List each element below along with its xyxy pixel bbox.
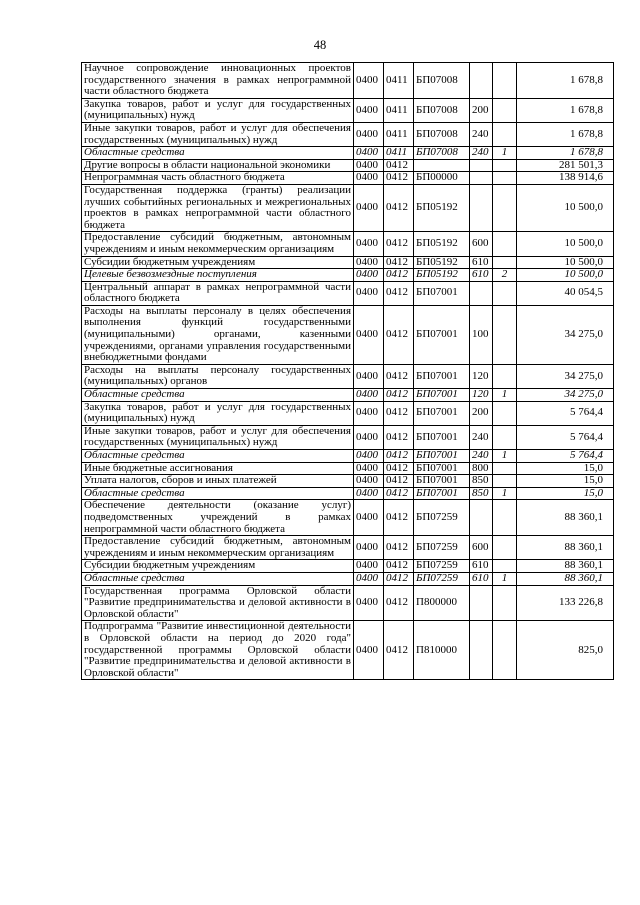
row-name: Предоставление субсидий бюджетным, автономным учреждениям и иным некоммерческим организациям (82, 536, 354, 560)
row-source-code: 1 (493, 450, 517, 463)
row-name: Предоставление субсидий бюджетным, автономным учреждениям и иным некоммерческим организациям (82, 232, 354, 256)
row-target-article-code: БП07008 (414, 147, 470, 160)
row-name: Расходы на выплаты персоналу государственных (муниципальных) органов (82, 364, 354, 388)
table-row (82, 364, 614, 388)
table-row (82, 621, 614, 680)
table-row (82, 389, 614, 402)
row-amount: 10 500,0 (517, 256, 614, 269)
row-subsection-code: 0412 (384, 281, 414, 305)
row-subsection-code: 0412 (384, 232, 414, 256)
row-name: Областные средства (82, 572, 354, 585)
row-section-code: 0400 (354, 450, 384, 463)
table-row (82, 232, 614, 256)
row-source-code: 1 (493, 572, 517, 585)
row-target-article-code: БП07259 (414, 536, 470, 560)
row-target-article-code: БП07259 (414, 572, 470, 585)
row-source-code (493, 475, 517, 488)
row-amount: 88 360,1 (517, 572, 614, 585)
row-name: Областные средства (82, 389, 354, 402)
table-row (82, 305, 614, 364)
table-row (82, 500, 614, 536)
row-section-code: 0400 (354, 172, 384, 185)
row-expense-type-code (470, 172, 493, 185)
row-target-article-code: БП07259 (414, 560, 470, 573)
row-expense-type-code: 610 (470, 560, 493, 573)
table-row (82, 147, 614, 160)
row-target-article-code: БП07001 (414, 389, 470, 402)
row-subsection-code: 0412 (384, 621, 414, 680)
row-target-article-code: БП07001 (414, 281, 470, 305)
row-amount: 34 275,0 (517, 305, 614, 364)
row-source-code (493, 585, 517, 621)
row-source-code (493, 560, 517, 573)
row-section-code: 0400 (354, 159, 384, 172)
row-source-code (493, 184, 517, 231)
row-section-code: 0400 (354, 560, 384, 573)
row-section-code: 0400 (354, 487, 384, 500)
row-expense-type-code (470, 621, 493, 680)
table-row (82, 281, 614, 305)
table-row (82, 536, 614, 560)
row-amount: 15,0 (517, 475, 614, 488)
table-row (82, 585, 614, 621)
table-row (82, 172, 614, 185)
row-section-code: 0400 (354, 536, 384, 560)
row-name: Государственная поддержка (гранты) реализации лучших событийных региональных и межрегиональных проектов в рамках непрограммной части областного бюджета (82, 184, 354, 231)
row-amount: 88 360,1 (517, 560, 614, 573)
row-target-article-code: БП07008 (414, 122, 470, 146)
row-expense-type-code: 800 (470, 462, 493, 475)
row-name: Государственная программа Орловской области "Развитие предпринимательства и деловой активности в Орловской области" (82, 585, 354, 621)
row-expense-type-code (470, 63, 493, 99)
row-expense-type-code (470, 184, 493, 231)
row-expense-type-code: 120 (470, 364, 493, 388)
row-subsection-code: 0412 (384, 572, 414, 585)
row-expense-type-code (470, 281, 493, 305)
row-target-article-code: БП07001 (414, 305, 470, 364)
row-amount: 1 678,8 (517, 98, 614, 122)
row-section-code: 0400 (354, 98, 384, 122)
row-subsection-code: 0412 (384, 475, 414, 488)
row-expense-type-code: 610 (470, 269, 493, 282)
row-name: Иные закупки товаров, работ и услуг для обеспечения государственных (муниципальных) нужд (82, 425, 354, 449)
row-expense-type-code: 200 (470, 98, 493, 122)
row-name: Иные закупки товаров, работ и услуг для обеспечения государственных (муниципальных) нужд (82, 122, 354, 146)
row-subsection-code: 0412 (384, 256, 414, 269)
row-target-article-code: БП05192 (414, 184, 470, 231)
row-source-code (493, 256, 517, 269)
page-number: 48 (313, 38, 327, 52)
row-expense-type-code: 100 (470, 305, 493, 364)
row-subsection-code: 0412 (384, 462, 414, 475)
row-source-code (493, 305, 517, 364)
row-name: Иные бюджетные ассигнования (82, 462, 354, 475)
table-row (82, 487, 614, 500)
row-target-article-code: П810000 (414, 621, 470, 680)
row-target-article-code: П800000 (414, 585, 470, 621)
row-target-article-code: БП07259 (414, 500, 470, 536)
row-source-code (493, 401, 517, 425)
row-subsection-code: 0412 (384, 425, 414, 449)
row-amount: 5 764,4 (517, 450, 614, 463)
row-expense-type-code: 240 (470, 122, 493, 146)
row-subsection-code: 0412 (384, 500, 414, 536)
row-section-code: 0400 (354, 232, 384, 256)
row-subsection-code: 0412 (384, 389, 414, 402)
row-target-article-code: БП07001 (414, 462, 470, 475)
row-expense-type-code: 240 (470, 147, 493, 160)
row-target-article-code (414, 159, 470, 172)
table-row (82, 450, 614, 463)
row-target-article-code: БП07008 (414, 63, 470, 99)
row-source-code (493, 122, 517, 146)
table-row (82, 63, 614, 99)
row-source-code: 1 (493, 147, 517, 160)
row-amount: 281 501,3 (517, 159, 614, 172)
row-amount: 10 500,0 (517, 269, 614, 282)
row-target-article-code: БП07001 (414, 425, 470, 449)
row-target-article-code: БП07001 (414, 487, 470, 500)
row-subsection-code: 0411 (384, 63, 414, 99)
row-expense-type-code (470, 585, 493, 621)
row-amount: 15,0 (517, 462, 614, 475)
table-row (82, 98, 614, 122)
row-amount: 133 226,8 (517, 585, 614, 621)
row-subsection-code: 0412 (384, 450, 414, 463)
row-name: Обеспечение деятельности (оказание услуг) подведомственных учреждений в рамках непрограммной части областного бюджета (82, 500, 354, 536)
budget-table (81, 62, 614, 680)
row-source-code: 2 (493, 269, 517, 282)
row-name: Субсидии бюджетным учреждениям (82, 560, 354, 573)
row-expense-type-code (470, 500, 493, 536)
row-section-code: 0400 (354, 184, 384, 231)
row-name: Областные средства (82, 147, 354, 160)
row-name: Другие вопросы в области национальной экономики (82, 159, 354, 172)
table-row (82, 572, 614, 585)
row-source-code: 1 (493, 389, 517, 402)
table-row (82, 560, 614, 573)
row-name: Расходы на выплаты персоналу в целях обеспечения выполнения функций государственными (муниципальными) органами, казенными учреждениями, органами управления государственными внебюджетными фондами (82, 305, 354, 364)
row-source-code (493, 63, 517, 99)
row-target-article-code: БП07001 (414, 450, 470, 463)
table-row (82, 159, 614, 172)
row-name: Закупка товаров, работ и услуг для государственных (муниципальных) нужд (82, 401, 354, 425)
table-row (82, 401, 614, 425)
row-subsection-code: 0412 (384, 560, 414, 573)
row-subsection-code: 0412 (384, 172, 414, 185)
row-name: Центральный аппарат в рамках непрограммной части областного бюджета (82, 281, 354, 305)
row-subsection-code: 0412 (384, 401, 414, 425)
row-amount: 10 500,0 (517, 184, 614, 231)
row-expense-type-code: 850 (470, 487, 493, 500)
row-subsection-code: 0412 (384, 305, 414, 364)
row-name: Непрограммная часть областного бюджета (82, 172, 354, 185)
row-section-code: 0400 (354, 572, 384, 585)
row-section-code: 0400 (354, 256, 384, 269)
row-section-code: 0400 (354, 305, 384, 364)
row-section-code: 0400 (354, 462, 384, 475)
row-subsection-code: 0411 (384, 122, 414, 146)
row-source-code (493, 281, 517, 305)
row-target-article-code: БП07001 (414, 475, 470, 488)
row-amount: 40 054,5 (517, 281, 614, 305)
row-target-article-code: БП07001 (414, 401, 470, 425)
row-expense-type-code: 610 (470, 256, 493, 269)
row-amount: 5 764,4 (517, 425, 614, 449)
row-target-article-code: БП05192 (414, 269, 470, 282)
row-amount: 1 678,8 (517, 122, 614, 146)
row-name: Субсидии бюджетным учреждениям (82, 256, 354, 269)
row-amount: 88 360,1 (517, 536, 614, 560)
row-target-article-code: БП07008 (414, 98, 470, 122)
row-amount: 1 678,8 (517, 147, 614, 160)
row-source-code (493, 98, 517, 122)
row-subsection-code: 0412 (384, 364, 414, 388)
table-row (82, 256, 614, 269)
row-name: Уплата налогов, сборов и иных платежей (82, 475, 354, 488)
row-name: Закупка товаров, работ и услуг для государственных (муниципальных) нужд (82, 98, 354, 122)
row-amount: 138 914,6 (517, 172, 614, 185)
row-section-code: 0400 (354, 389, 384, 402)
row-source-code (493, 232, 517, 256)
row-source-code: 1 (493, 487, 517, 500)
row-section-code: 0400 (354, 475, 384, 488)
row-section-code: 0400 (354, 401, 384, 425)
row-target-article-code: БП05192 (414, 232, 470, 256)
row-section-code: 0400 (354, 364, 384, 388)
row-source-code (493, 425, 517, 449)
row-name: Научное сопровождение инновационных проектов государственного значения в рамках непрограммной части областного бюджета (82, 63, 354, 99)
row-subsection-code: 0411 (384, 147, 414, 160)
row-name: Областные средства (82, 450, 354, 463)
row-name: Областные средства (82, 487, 354, 500)
row-section-code: 0400 (354, 147, 384, 160)
row-source-code (493, 172, 517, 185)
row-section-code: 0400 (354, 585, 384, 621)
row-amount: 34 275,0 (517, 389, 614, 402)
row-expense-type-code: 120 (470, 389, 493, 402)
row-section-code: 0400 (354, 122, 384, 146)
table-row (82, 184, 614, 231)
row-section-code: 0400 (354, 63, 384, 99)
row-amount: 1 678,8 (517, 63, 614, 99)
table-row (82, 269, 614, 282)
row-subsection-code: 0412 (384, 184, 414, 231)
row-subsection-code: 0412 (384, 585, 414, 621)
row-source-code (493, 500, 517, 536)
row-expense-type-code: 600 (470, 232, 493, 256)
row-amount: 5 764,4 (517, 401, 614, 425)
row-expense-type-code: 200 (470, 401, 493, 425)
row-subsection-code: 0412 (384, 269, 414, 282)
row-amount: 34 275,0 (517, 364, 614, 388)
row-source-code (493, 536, 517, 560)
budget-table-body (82, 63, 614, 680)
row-source-code (493, 364, 517, 388)
table-row (82, 462, 614, 475)
row-subsection-code: 0412 (384, 159, 414, 172)
row-target-article-code: БП00000 (414, 172, 470, 185)
row-source-code (493, 462, 517, 475)
row-subsection-code: 0411 (384, 98, 414, 122)
row-expense-type-code (470, 159, 493, 172)
table-row (82, 475, 614, 488)
row-expense-type-code: 240 (470, 450, 493, 463)
row-subsection-code: 0412 (384, 536, 414, 560)
row-section-code: 0400 (354, 621, 384, 680)
row-source-code (493, 159, 517, 172)
row-amount: 15,0 (517, 487, 614, 500)
row-section-code: 0400 (354, 269, 384, 282)
row-amount: 825,0 (517, 621, 614, 680)
row-expense-type-code: 850 (470, 475, 493, 488)
row-expense-type-code: 600 (470, 536, 493, 560)
row-section-code: 0400 (354, 500, 384, 536)
row-subsection-code: 0412 (384, 487, 414, 500)
row-section-code: 0400 (354, 281, 384, 305)
row-name: Подпрограмма "Развитие инвестиционной деятельности в Орловской области на период до 2020 года" государственной программы Орловской области "Развитие предпринимательства и деловой активности в Орловской области" (82, 621, 354, 680)
table-row (82, 425, 614, 449)
row-target-article-code: БП07001 (414, 364, 470, 388)
row-source-code (493, 621, 517, 680)
row-name: Целевые безвозмездные поступления (82, 269, 354, 282)
row-section-code: 0400 (354, 425, 384, 449)
row-amount: 10 500,0 (517, 232, 614, 256)
row-target-article-code: БП05192 (414, 256, 470, 269)
row-expense-type-code: 610 (470, 572, 493, 585)
row-expense-type-code: 240 (470, 425, 493, 449)
table-row (82, 122, 614, 146)
row-amount: 88 360,1 (517, 500, 614, 536)
